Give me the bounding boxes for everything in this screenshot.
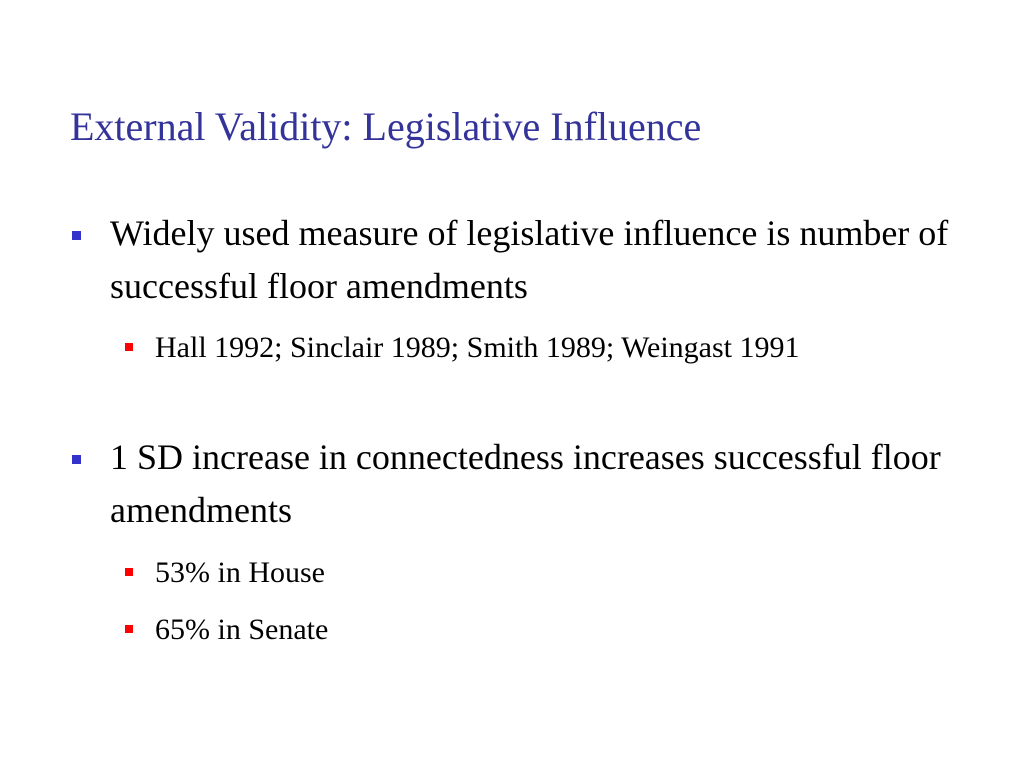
bullet-text: Widely used measure of legislative influence is number of successful floor amendments [110, 213, 949, 306]
sub-bullet-item [155, 552, 955, 594]
square-bullet-icon [125, 343, 133, 351]
square-bullet-icon [125, 568, 133, 576]
square-bullet-icon [72, 455, 81, 464]
bullet-item [110, 431, 990, 537]
sub-bullet-text: Hall 1992; Sinclair 1989; Smith 1989; Weingast 1991 [155, 331, 800, 364]
sub-bullet-text: 53% in House [155, 556, 325, 589]
square-bullet-icon [72, 231, 81, 240]
square-bullet-icon [125, 625, 133, 633]
sub-bullet-text: 65% in Senate [155, 613, 329, 646]
slide-title: External Validity: Legislative Influence [70, 104, 702, 149]
bullet-item [110, 207, 990, 313]
bullet-text: 1 SD increase in connectedness increases successful floor amendments [110, 437, 941, 530]
sub-bullet-item [155, 327, 955, 369]
sub-bullet-item [155, 609, 955, 651]
